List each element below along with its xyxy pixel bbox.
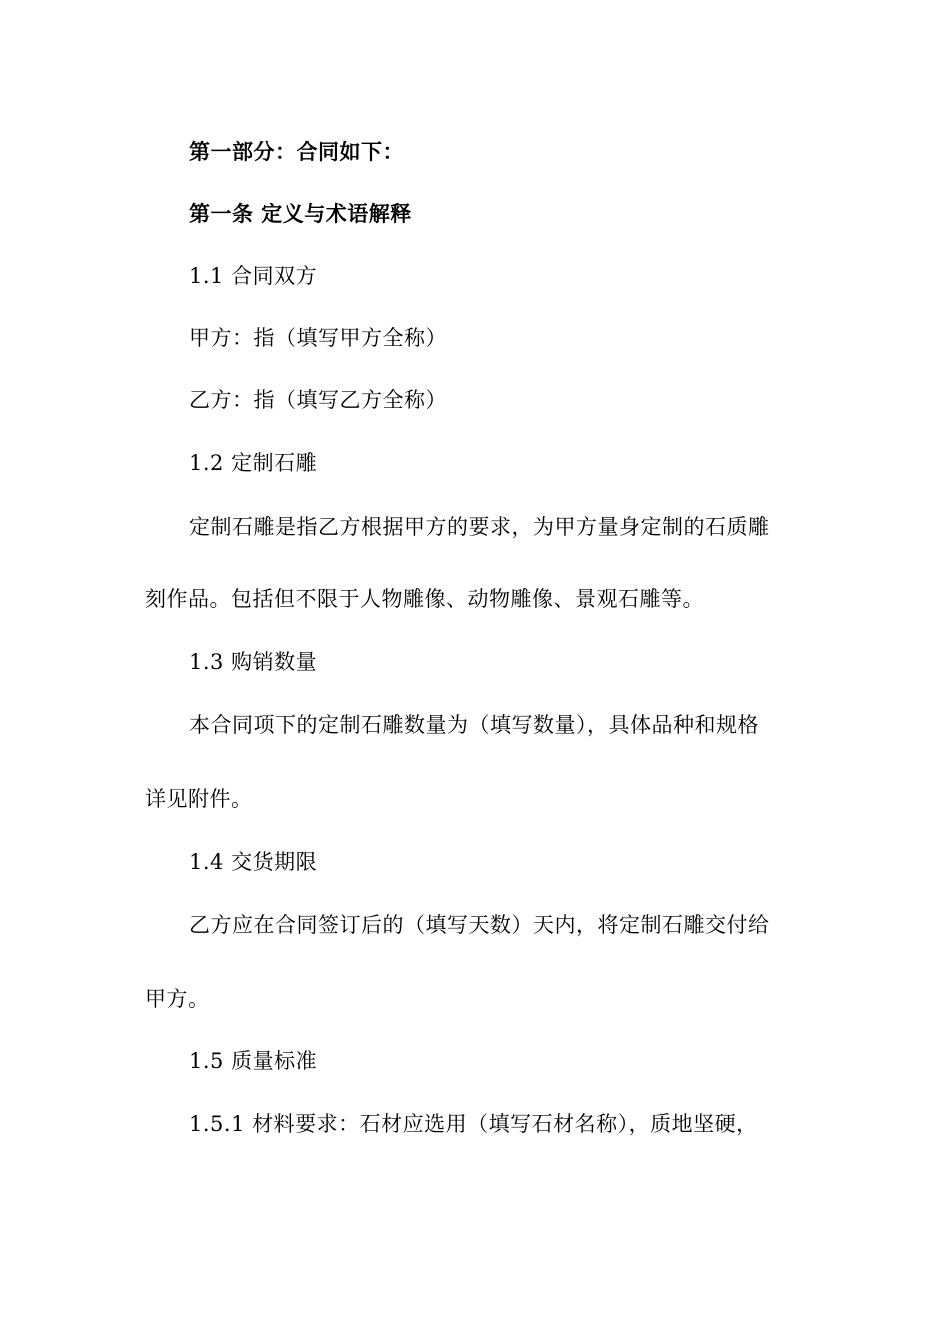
party-b-text: 乙方：指（填写乙方全称） — [189, 388, 447, 412]
section-title-1-4: 1.4 交货期限 — [189, 850, 318, 874]
part-heading: 第一部分：合同如下： — [189, 140, 404, 164]
article-heading: 第一条 定义与术语解释 — [189, 202, 412, 226]
paragraph-1-2-line-1: 定制石雕是指乙方根据甲方的要求，为甲方量身定制的石质雕 — [189, 515, 770, 539]
paragraph-1-3-line-1: 本合同项下的定制石雕数量为（填写数量），具体品种和规格 — [189, 713, 759, 737]
party-a-text: 甲方：指（填写甲方全称） — [189, 326, 447, 350]
paragraph-1-2-line-2: 刻作品。包括但不限于人物雕像、动物雕像、景观石雕等。 — [145, 587, 704, 611]
paragraph-1-4-line-1: 乙方应在合同签订后的（填写天数）天内，将定制石雕交付给 — [189, 913, 770, 937]
section-title-1-1: 1.1 合同双方 — [189, 264, 318, 288]
section-title-1-3: 1.3 购销数量 — [189, 650, 318, 674]
paragraph-1-5-1-line-1: 1.5.1 材料要求：石材应选用（填写石材名称），质地坚硬， — [189, 1112, 758, 1136]
paragraph-1-4-line-2: 甲方。 — [145, 987, 210, 1011]
paragraph-1-3-line-2: 详见附件。 — [145, 787, 253, 811]
section-title-1-2: 1.2 定制石雕 — [189, 451, 318, 475]
section-title-1-5: 1.5 质量标准 — [189, 1049, 318, 1073]
